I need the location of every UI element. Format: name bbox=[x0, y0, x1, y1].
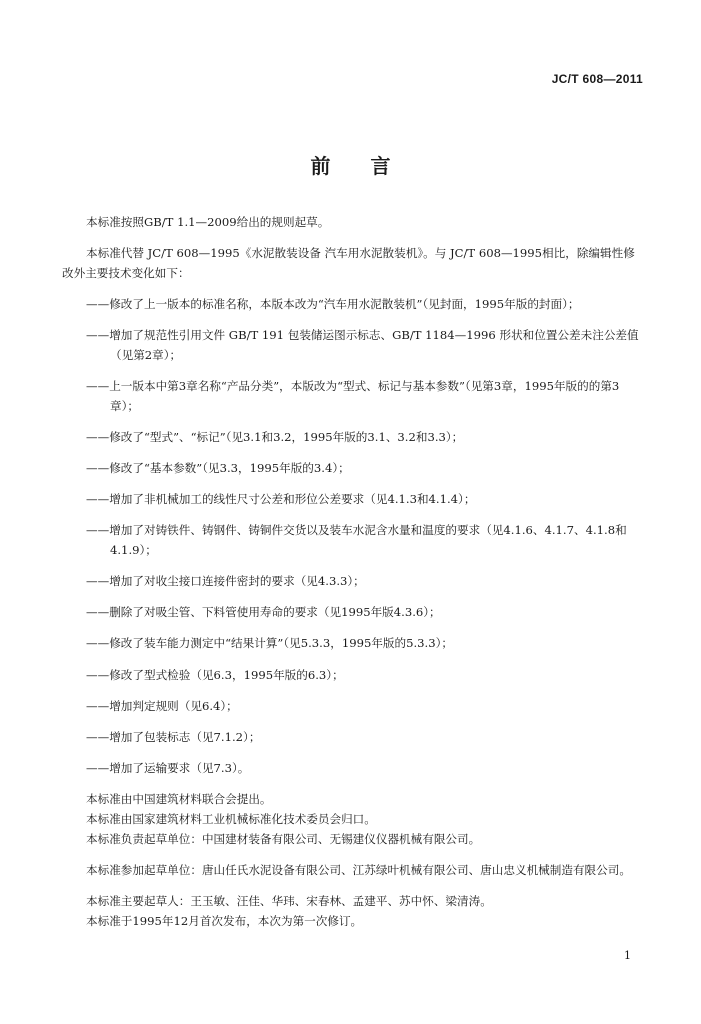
page-title bbox=[0, 150, 701, 179]
change-item: ——修改了上一版本的标准名称，本版本改为“汽车用水泥散装机”（见封面，1995年版的封面）； bbox=[86, 296, 580, 311]
change-item: ——删除了对吸尘管、下料管使用寿命的要求（见1995年版4.3.6）； bbox=[86, 605, 441, 620]
change-item: ——增加判定规则（见6.4）； bbox=[86, 698, 238, 713]
change-item: ——增加了非机械加工的线性尺寸公差和形位公差要求（见4.1.3和4.1.4）； bbox=[86, 492, 476, 507]
page-number: 1 bbox=[624, 949, 631, 962]
title-char-1: 前 bbox=[310, 154, 331, 178]
change-item: ——修改了型式检验（见6.3，1995年版的6.3）； bbox=[86, 667, 344, 682]
change-item: ——上一版本中第3章名称“产品分类”，本版改为“型式、标记与基本参数”（见第3章，1995年版的的第3章）； bbox=[86, 378, 620, 413]
foreword-body bbox=[62, 213, 642, 931]
change-item: ——修改了“基本参数”（见3.3，1995年版的3.4）； bbox=[86, 460, 350, 475]
change-item: ——增加了规范性引用文件 GB/T 191 包装储运图示标志、GB/T 1184—1996 形状和位置公差未注公差值（见第2章）； bbox=[86, 328, 639, 362]
lead-units-paragraph: 本标准负责起草单位：中国建材装备有限公司、无锡建仪仪器机械有限公司。 bbox=[86, 831, 481, 846]
change-item: ——增加了对铸铁件、铸钢件、铸铜件交货以及装车水泥含水量和温度的要求（见4.1.6、4.1.7、4.1.8和4.1.9）； bbox=[86, 523, 627, 557]
title-char-2: 言 bbox=[370, 154, 391, 178]
change-item: ——修改了装车能力测定中“结果计算”（见5.3.3，1995年版的5.3.3）； bbox=[86, 636, 454, 651]
standard-code: JC/T 608—2011 bbox=[551, 72, 643, 86]
change-item: ——增加了对收尘接口连接件密封的要求（见4.3.3）； bbox=[86, 574, 365, 589]
change-item: ——增加了运输要求（见7.3）。 bbox=[86, 761, 250, 776]
change-item: ——修改了“型式”、“标记”（见3.1和3.2，1995年版的3.1、3.2和3.3）； bbox=[86, 429, 464, 444]
change-item: ——增加了包装标志（见7.1.2）； bbox=[86, 730, 261, 744]
replacement-paragraph: 本标准代替 JC/T 608—1995《水泥散装设备 汽车用水泥散装机》。与 JC/T 608—1995相比，除编辑性修改外主要技术变化如下： bbox=[62, 246, 635, 280]
drafters-paragraph: 本标准主要起草人：王玉敏、汪佳、华玮、宋春林、孟建平、苏中怀、梁清涛。 bbox=[86, 893, 492, 908]
history-paragraph: 本标准于1995年12月首次发布，本次为第一次修订。 bbox=[86, 913, 363, 928]
proposed-by-paragraph: 本标准由中国建筑材料联合会提出。 bbox=[86, 792, 272, 807]
drafting-rule-paragraph: 本标准按照GB/T 1.1—2009给出的规则起草。 bbox=[86, 215, 330, 229]
managed-by-paragraph: 本标准由国家建筑材料工业机械标准化技术委员会归口。 bbox=[86, 811, 376, 826]
participating-units-paragraph: 本标准参加起草单位：唐山任氏水泥设备有限公司、江苏绿叶机械有限公司、唐山忠义机械制造有限公司。 bbox=[86, 862, 631, 877]
